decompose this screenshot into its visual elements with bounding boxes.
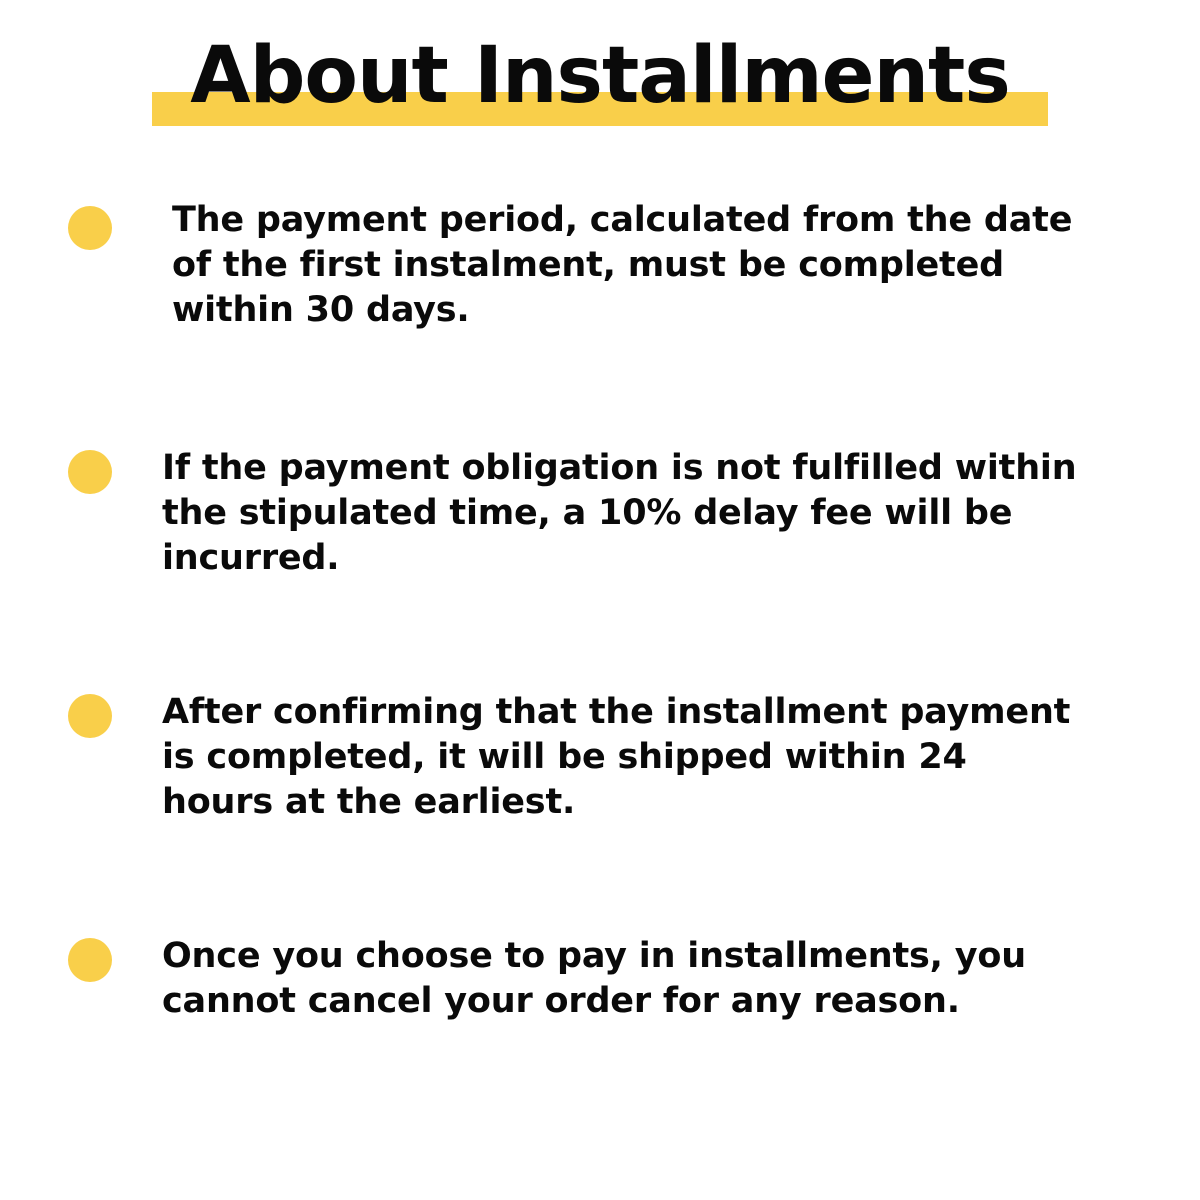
list-item-text: Once you choose to pay in installments, you cannot cancel your order for any reason. <box>162 936 1026 1021</box>
bullet-list <box>0 182 1200 1158</box>
list-item-text: After confirming that the installment payment is completed, it will be shipped within 24 hours at the earliest. <box>162 692 1071 822</box>
list-item <box>0 914 1200 1158</box>
list-item <box>0 182 1200 426</box>
list-item <box>0 426 1200 670</box>
list-item-text: If the payment obligation is not fulfilled within the stipulated time, a 10% delay fee will be incurred. <box>162 448 1077 578</box>
bullet-dot-icon <box>68 694 112 738</box>
list-item-text: The payment period, calculated from the date of the first instalment, must be completed within 30 days. <box>172 200 1073 330</box>
page-title-text: About Installments <box>190 31 1010 121</box>
page-title <box>0 0 1200 146</box>
bullet-dot-icon <box>68 206 112 250</box>
bullet-dot-icon <box>68 938 112 982</box>
bullet-dot-icon <box>68 450 112 494</box>
list-item <box>0 670 1200 914</box>
